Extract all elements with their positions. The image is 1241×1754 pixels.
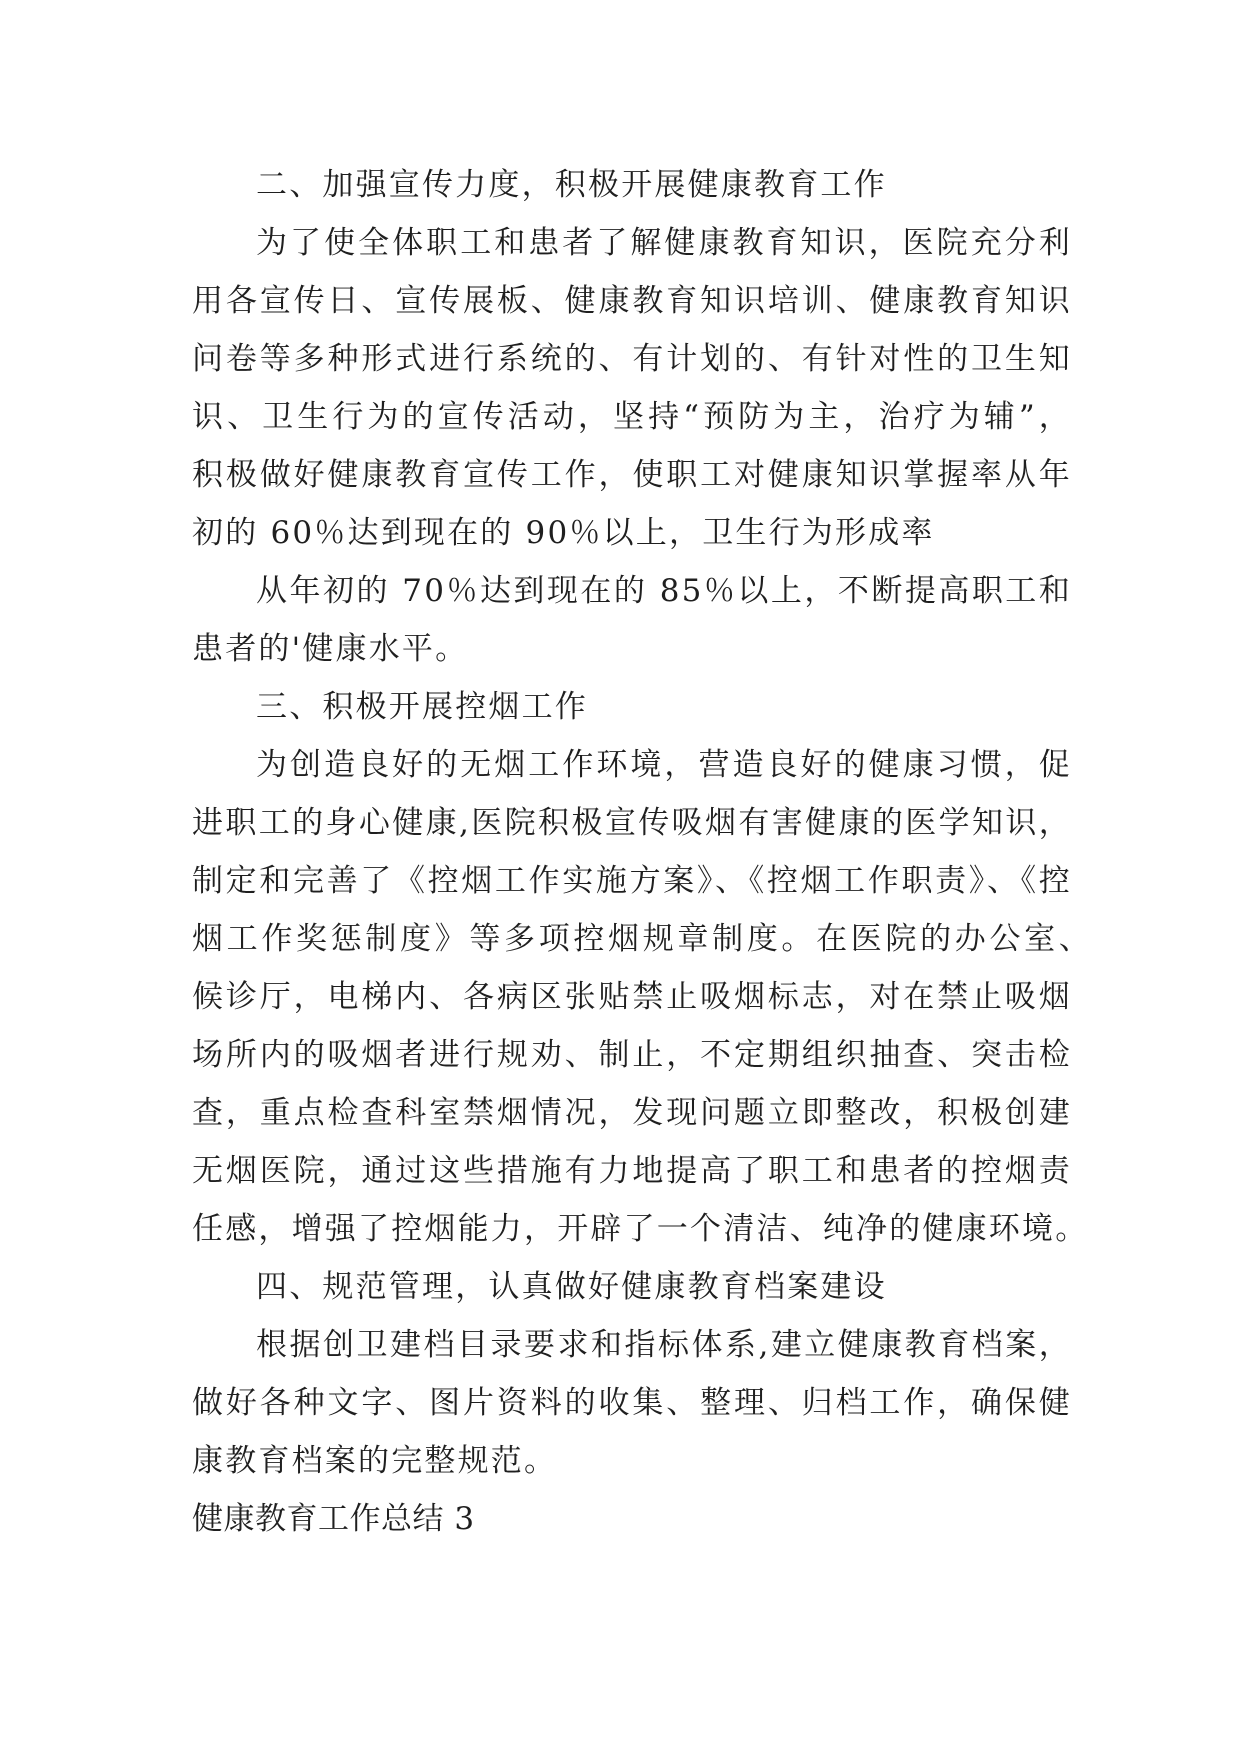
paragraph-line: 烟工作奖惩制度》等多项控烟规章制度。在医院的办公室、 <box>192 921 1092 957</box>
section-heading-4: 四、规范管理，认真做好健康教育档案建设 <box>256 1269 887 1305</box>
paragraph-line: 康教育档案的完整规范。 <box>192 1443 558 1479</box>
paragraph-line: 患者的'健康水平。 <box>192 631 469 667</box>
paragraph-line: 问卷等多种形式进行系统的、有计划的、有针对性的卫生知 <box>192 341 1072 377</box>
paragraph-line: 制定和完善了《控烟工作实施方案》、《控烟工作职责》、《控 <box>192 863 1072 899</box>
paragraph-line: 场所内的吸烟者进行规劝、制止，不定期组织抽查、突击检 <box>192 1037 1072 1073</box>
paragraph-line: 做好各种文字、图片资料的收集、整理、归档工作，确保健 <box>192 1385 1072 1421</box>
paragraph-line: 查，重点检查科室禁烟情况，发现问题立即整改，积极创建 <box>192 1095 1072 1131</box>
section-heading-2: 二、加强宣传力度，积极开展健康教育工作 <box>256 167 887 203</box>
paragraph-line: 进职工的身心健康,医院积极宣传吸烟有害健康的医学知识， <box>192 805 1072 841</box>
paragraph-line: 从年初的 70％达到现在的 85％以上，不断提高职工和 <box>256 573 1072 609</box>
paragraph-line: 候诊厅，电梯内、各病区张贴禁止吸烟标志，对在禁止吸烟 <box>192 979 1072 1015</box>
paragraph-line: 无烟医院，通过这些措施有力地提高了职工和患者的控烟责 <box>192 1153 1072 1189</box>
paragraph-line: 根据创卫建档目录要求和指标体系,建立健康教育档案， <box>256 1327 1072 1363</box>
section-title: 健康教育工作总结 3 <box>192 1501 475 1537</box>
paragraph-line: 识、卫生行为的宣传活动，坚持“预防为主，治疗为辅”， <box>192 399 1072 435</box>
paragraph-line: 用各宣传日、宣传展板、健康教育知识培训、健康教育知识 <box>192 283 1072 319</box>
paragraph-line: 积极做好健康教育宣传工作，使职工对健康知识掌握率从年 <box>192 457 1072 493</box>
paragraph-line: 任感，增强了控烟能力，开辟了一个清洁、纯净的健康环境。 <box>192 1211 1089 1247</box>
paragraph-line: 为创造良好的无烟工作环境，营造良好的健康习惯，促 <box>256 747 1072 783</box>
paragraph-line: 为了使全体职工和患者了解健康教育知识，医院充分利 <box>256 225 1072 261</box>
section-heading-3: 三、积极开展控烟工作 <box>256 689 588 725</box>
paragraph-line: 初的 60％达到现在的 90％以上，卫生行为形成率 <box>192 515 935 551</box>
